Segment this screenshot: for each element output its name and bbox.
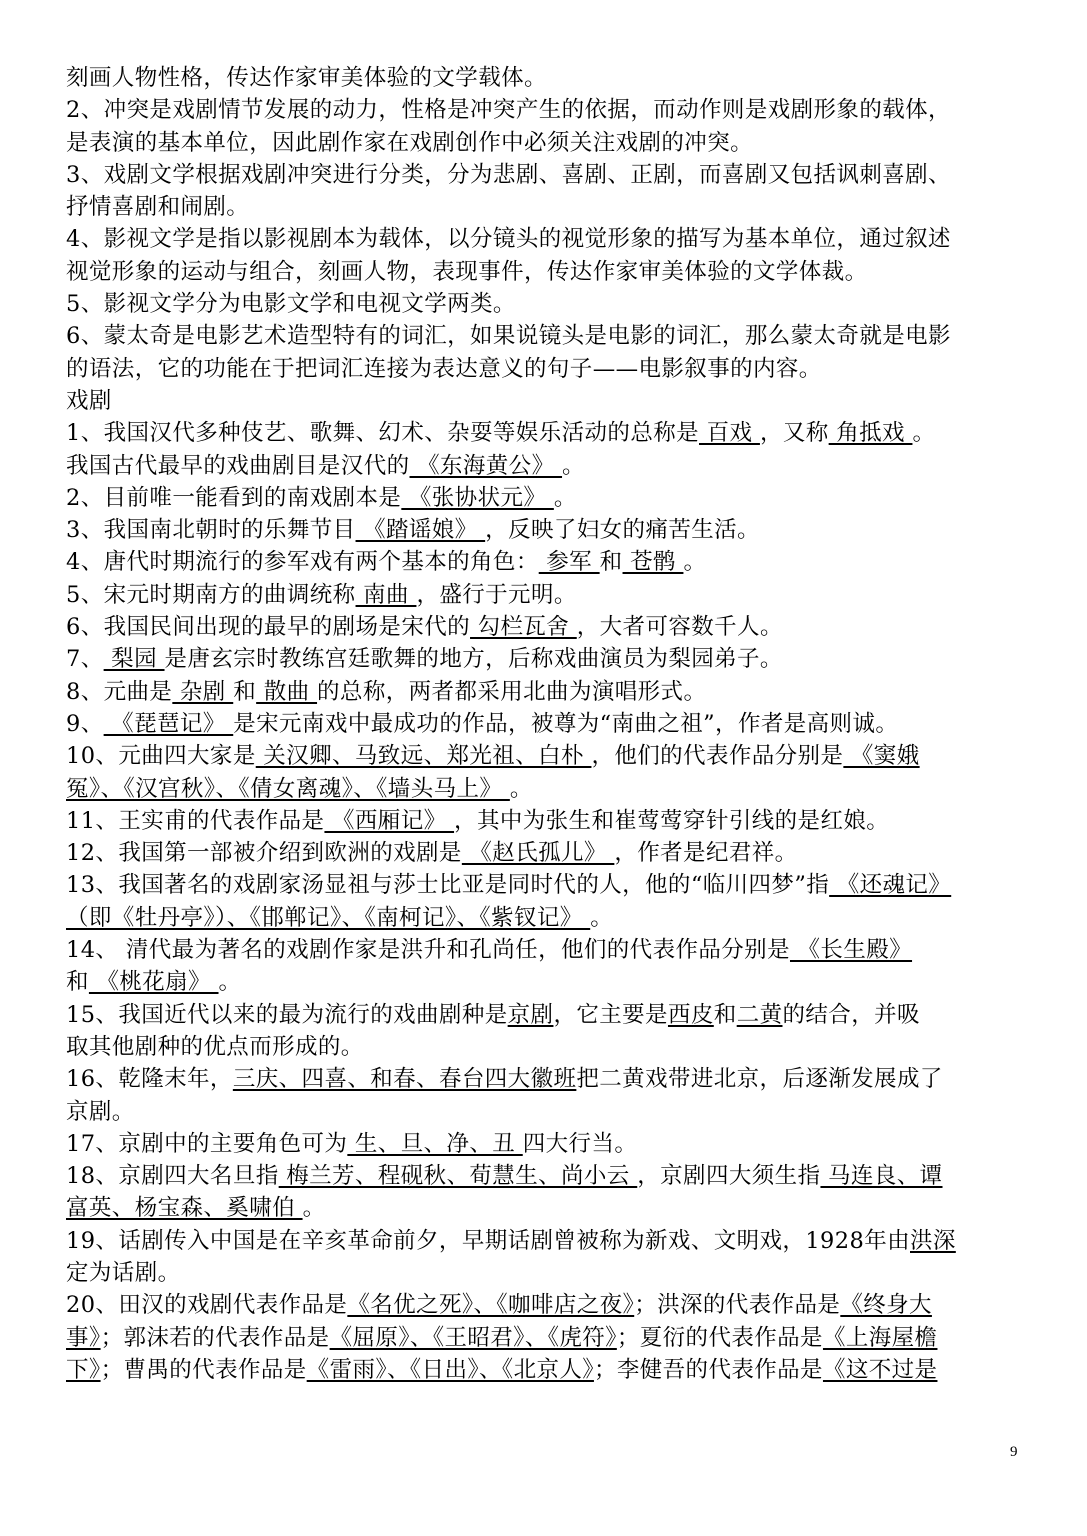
text-line [66,773,1036,805]
text-segment: ；洪深的代表作品是 [634,1292,841,1319]
text-segment: 。 [302,1195,326,1222]
text-line [66,94,1036,126]
text-segment: 1、我国汉代多种伎艺、歌舞、幻术、杂耍等娱乐活动的总称是 [66,420,700,447]
text-segment: 定为话剧。 [66,1259,181,1286]
underlined-answer: 生、旦、净、丑 [347,1130,523,1157]
text-line [66,579,1036,611]
text-segment: 。 [553,484,577,511]
text-segment: 15、我国近代以来的最为流行的戏曲剧种是 [66,1001,508,1028]
underlined-answer: 京剧 [507,1001,554,1028]
text-segment: 10、元曲四大家是 [66,743,256,770]
text-segment: 是表演的基本单位，因此剧作家在戏剧创作中必须关注戏剧的冲突。 [66,129,754,156]
text-segment: 的语法，它的功能在于把词汇连接为表达意义的句子——电影叙事的内容。 [66,355,822,382]
underlined-answer: 《踏谣娘》 [355,517,486,544]
page-number: 9 [1010,1444,1018,1460]
text-segment: 是唐玄宗时教练宫廷歌舞的地方，后称戏曲演员为梨园弟子。 [164,646,783,673]
text-segment: 5、宋元时期南方的曲调统称 [66,581,356,608]
text-segment: ，京剧四大须生指 [637,1163,821,1190]
text-segment: 5、影视文学分为电影文学和电视文学两类。 [66,291,516,318]
text-line [66,1225,1036,1257]
text-segment: 视觉形象的运动与组合，刻画人物，表现事件，传达作家审美体验的文学体裁。 [66,258,868,285]
underlined-answer: 《窦娥 [843,743,920,770]
text-segment: 3、我国南北朝时的乐舞节目 [66,517,356,544]
text-line [66,708,1036,740]
text-line [66,1192,1036,1224]
text-line [66,966,1036,998]
text-segment: ，盛行于元明。 [416,581,577,608]
text-line [66,1031,1036,1063]
text-segment: 我国古代最早的戏曲剧目是汉代的 [66,452,410,479]
text-segment: 和 [66,969,89,996]
text-line [66,385,1036,417]
text-segment: 。 [218,969,242,996]
text-line [66,127,1036,159]
underlined-answer: 百戏 [699,420,760,447]
underlined-answer: （即《牡丹亭》）、《邯郸记》、《南柯记》、《紫钗记》 [66,904,591,931]
text-segment: 11、王实甫的代表作品是 [66,807,325,834]
text-segment: 18、京剧四大名旦指 [66,1163,279,1190]
text-segment: 19、话剧传入中国是在辛亥革命前夕，早期话剧曾被称为新戏、文明戏，1928年由 [66,1227,910,1254]
underlined-answer: 三庆、四喜、和春、春台四大徽班 [232,1066,577,1093]
text-line [66,514,1036,546]
text-line [66,740,1036,772]
text-segment: 刻画人物性格，传达作家审美体验的文学载体。 [66,65,547,91]
underlined-answer: 《琵琶记》 [103,710,234,737]
text-line [66,1160,1036,1192]
text-line [66,450,1036,482]
text-segment: 20、田汉的戏剧代表作品是 [66,1292,348,1319]
text-segment: ，他们的代表作品分别是 [591,743,844,770]
text-segment: 6、我国民间出现的最早的剧场是宋代的 [66,614,471,641]
text-line [66,223,1036,255]
underlined-answer: 《长生殿》 [789,937,913,964]
underlined-answer: 冤》、《汉宫秋》、《倩女离魂》、《墙头马上》 [66,775,510,802]
underlined-answer: 《赵氏孤儿》 [461,840,615,867]
text-segment: 2、目前唯一能看到的南戏剧本是 [66,484,402,511]
text-segment: 17、京剧中的主要角色可为 [66,1130,348,1157]
text-segment: 7、 [66,646,104,673]
text-segment: 。 [590,904,614,931]
text-segment: 13、我国著名的戏剧家汤显祖与莎士比亚是同时代的人，他的“临川四梦”指 [66,872,830,899]
text-segment: 的总称，两者都采用北曲为演唱形式。 [317,678,707,705]
text-segment: 四大行当。 [522,1130,638,1157]
text-line [66,1289,1036,1321]
underlined-answer: 《名优之死》、《咖啡店之夜》 [347,1292,635,1319]
underlined-answer: 《张协状元》 [401,484,554,511]
underlined-answer: 《桃花扇》 [88,969,219,996]
text-segment: 4、影视文学是指以影视剧本为载体，以分镜头的视觉形象的描写为基本单位，通过叙述 [66,226,951,253]
text-segment: ，作者是纪君祥。 [614,840,798,867]
text-line [66,191,1036,223]
text-line [66,353,1036,385]
text-segment: ，反映了妇女的痛苦生活。 [485,517,760,544]
underlined-answer: 《东海黄公》 [409,452,563,479]
text-segment: 和 [599,549,623,576]
text-segment: 取其他剧种的优点而形成的。 [66,1033,364,1060]
text-segment: 8、元曲是 [66,678,173,705]
underlined-answer: 《屈原》、《王昭君》、《虎符》 [329,1324,617,1351]
text-line [66,1257,1036,1289]
underlined-answer: 《上海屋檐 [822,1324,938,1351]
underlined-answer: 马连良、谭 [820,1163,943,1190]
text-line [66,999,1036,1031]
text-segment: 的结合，并吸 [782,1001,920,1028]
text-line [66,1322,1036,1354]
underlined-answer: 梅兰芳、程砚秋、荀慧生、尚小云 [278,1163,638,1190]
text-segment: 戏剧 [66,387,112,414]
text-segment: 9、 [66,710,104,737]
text-segment: ，大者可容数千人。 [576,614,783,641]
text-segment: ，其中为张生和崔莺莺穿针引线的是红娘。 [454,807,890,834]
text-segment: 和 [233,678,257,705]
text-line [66,1128,1036,1160]
text-line [66,320,1036,352]
underlined-answer: 《终身大 [840,1292,932,1319]
underlined-answer: 洪深 [910,1227,956,1254]
text-line [66,159,1036,191]
text-line [66,1063,1036,1095]
text-line [66,611,1036,643]
underlined-answer: 散曲 [256,678,318,705]
underlined-answer: 事》 [66,1324,101,1351]
text-line [66,1096,1036,1128]
text-segment: 12、我国第一部被介绍到欧洲的戏剧是 [66,840,462,867]
text-segment: 。 [683,549,707,576]
text-line [66,805,1036,837]
text-segment: ；李健吾的代表作品是 [593,1356,823,1383]
document-body [66,62,1036,1386]
text-line [66,902,1036,934]
text-segment: ；曹禺的代表作品是 [100,1356,307,1383]
text-line [66,869,1036,901]
text-line [66,288,1036,320]
text-segment: 抒情喜剧和闹剧。 [66,194,250,221]
text-line [66,256,1036,288]
text-segment: ；郭沫若的代表作品是 [100,1324,330,1351]
underlined-answer: 富英、杨宝森、奚啸伯 [66,1195,303,1222]
underlined-answer: 关汉卿、马致远、郑光祖、白朴 [255,743,592,770]
underlined-answer: 《雷雨》、《日出》、《北京人》 [306,1356,594,1383]
text-segment: ，又称 [759,420,829,447]
underlined-answer: 西皮 [667,1001,714,1028]
underlined-answer: 二黄 [736,1001,783,1028]
underlined-answer: 角抵戏 [828,420,913,447]
text-segment: 3、戏剧文学根据戏剧冲突进行分类，分为悲剧、喜剧、正剧，而喜剧又包括讽刺喜剧、 [66,161,951,188]
underlined-answer: 南曲 [355,581,417,608]
text-line [66,676,1036,708]
text-segment: 。 [562,452,585,479]
text-line [66,1354,1036,1386]
text-segment: 16、乾隆末年， [66,1066,233,1093]
underlined-answer: 《这不过是 [822,1356,938,1383]
text-segment: 是宋元南戏中最成功的作品，被尊为“南曲之祖”，作者是高则诚。 [233,710,899,737]
underlined-answer: 《还魂记》 [829,872,952,899]
text-segment: 4、唐代时期流行的参军戏有两个基本的角色： [66,549,539,576]
text-line [66,837,1036,869]
text-line [66,643,1036,675]
underlined-answer: 梨园 [103,646,165,673]
text-segment: 6、蒙太奇是电影艺术造型特有的词汇，如果说镜头是电影的词汇，那么蒙太奇就是电影 [66,323,951,350]
text-segment: 把二黄戏带进北京，后逐渐发展成了 [576,1066,943,1093]
underlined-answer: 勾栏瓦舍 [470,614,577,641]
text-line [66,934,1036,966]
underlined-answer: 苍鹘 [622,549,684,576]
text-segment: 14、 清代最为著名的戏剧作家是洪升和孔尚任，他们的代表作品分别是 [66,937,790,964]
text-segment: ，它主要是 [553,1001,668,1028]
underlined-answer: 参军 [538,549,600,576]
text-segment: 和 [713,1001,737,1028]
text-line [66,417,1036,449]
text-segment: 。 [509,775,533,802]
text-line [66,546,1036,578]
text-segment: 。 [912,420,936,447]
text-segment: ；夏衍的代表作品是 [616,1324,823,1351]
underlined-answer: 《西厢记》 [324,807,455,834]
underlined-answer: 下》 [66,1356,101,1383]
underlined-answer: 杂剧 [172,678,234,705]
text-segment: 京剧。 [66,1098,135,1125]
text-line [66,482,1036,514]
text-line [66,62,1036,94]
text-segment: 2、冲突是戏剧情节发展的动力，性格是冲突产生的依据，而动作则是戏剧形象的载体， [66,97,951,124]
